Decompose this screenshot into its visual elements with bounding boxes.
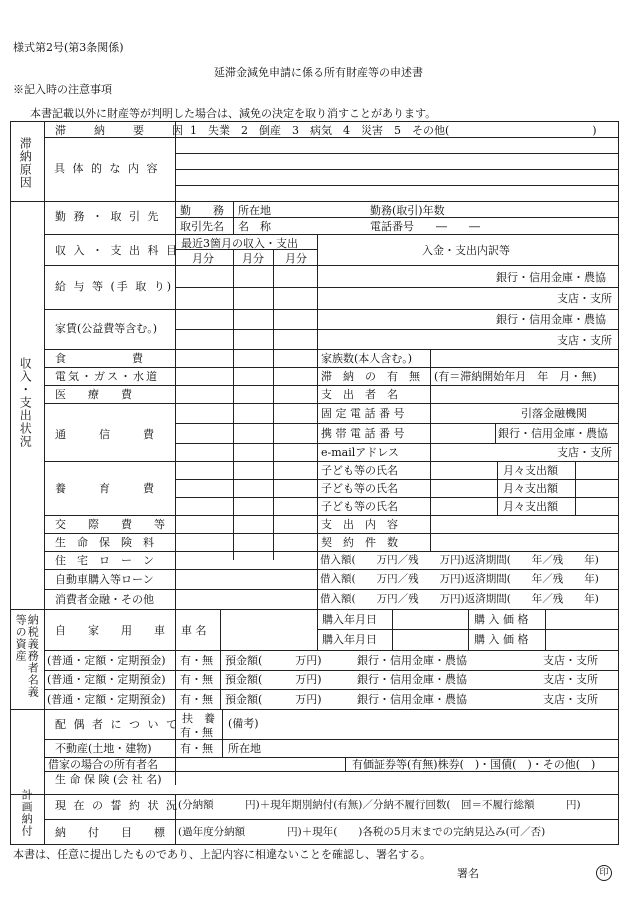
form-page: 様式第2号(第3条関係) 延滞金減免申請に係る所有財産等の申述書 ※記入時の注意事項 本書記載以外に財産等が判明した場合は、減免の決定を取り消すことがあります。 滞納原因 収入・支出状況 納税義務者名義等の資産 計画納付 滞 納 要 因 1 失業 2 倒産 3 病気 4 災害 5 その他( ) 具 体 的 な 内 容 勤 務 ・ 取 引 先 勤 務 取引先名 所在地 勤務(取引)年数 名 称 電話番号 ― ― 収 入 ・ 支 出 科 目 最近3箇月の収入・支出 月分 月分 月分 入金・支出内訳等 給 与 等 (手 取 り) 家賃(公益費等含む。) 食 費 電気・ガス・水道 医 療 費 通 信 費 養 育 費 交 際 費 等 生 命 保 険 料 住 宅 ロ ー ン 自動車購入等ローン 消費者金融・その他 銀行・信用金庫・農協 支店・支所 銀行・信用金庫・農協 支店・支所 家族数(本人含む。) 滞 納 の 有 無 (有＝滞納開始年月 年 月・無) 支 出 者 名 固 定 電 話 番 号 引落金融機関 携 帯 電 話 番 号 銀行・信用金庫・農協 e-mailアドレス 支店・支所 子ども等の氏名 月々支出額 子ども等の氏名 月々支出額 子ども等の氏名 月々支出額 支 出 内 容 契 約 件 数 借入額( 万円／残 万円)返済期間( 年／残 年) 借入額( 万円／残 万円)返済期間( 年／残 年) 借入額( 万円／残 万円)返済期間( 年／残 年) 自 家 用 車 車 名 購入年月日 購 入 価 格 購入年月日 購 入 価 格 (普通・定額・定期預金) 有・無 預金額( 万円) 銀行・信用金庫・農協 支店・支所 (普通・定額・定期預金) 有・無 預金額( 万円) 銀行・信用金庫・農協 支店・支所 (普通・定額・定期預金) 有・無 預金額( 万円) 銀行・信用金庫・農協 支店・支所 配 偶 者 に つ い て 扶 養 有・無 (備考) 不動産(土地・建物) 有・無 所在地 借家の場合の所有者名 有価証券等(有無)株券( )・国債( )・その他( ) 生 命 保 険 (会 社 名) 現 在 の 誓 約 状 況 (分納額 円)＋現年期別納付(有無)／分納不履行回数( 回＝不履行総額 円) 納 付 目 標 (過年度分納額 円)＋現年( )各税の5月末までの完納見込み(可／否) 本書は、任意に提出したものであり、上記内容に相違ないことを確認し、署名する。 署名 印 [0,0,630,915]
signature-label: 署名 [457,867,479,880]
plan-pledge-label: 現 在 の 誓 約 状 況 [55,799,179,812]
row-communication: 通 信 費 [55,428,154,441]
employment-label: 勤 務 ・ 取 引 先 [55,210,161,223]
notes-heading: ※記入時の注意事項 [13,83,112,96]
income-header-label: 収 入 ・ 支 出 科 目 [55,244,179,257]
row-rent: 家賃(公益費等含む。) [55,322,158,335]
form-title: 延滞金減免申請に係る所有財産等の申述書 [214,66,423,79]
notice-text: 本書記載以外に財産等が判明した場合は、減免の決定を取り消すことがあります。 [30,107,437,120]
row-car-loan: 自動車購入等ローン [55,573,154,586]
asset-car: 自 家 用 車 [55,624,165,637]
seal-mark: 印 [596,865,612,881]
row-food: 食 費 [55,352,143,365]
form-number: 様式第2号(第3条関係) [13,41,124,54]
row-insurance: 生 命 保 険 料 [55,536,154,549]
section-label-plan: 計画納付 [20,789,34,837]
row-social: 交 際 費 等 [55,518,165,531]
row-medical: 医 療 費 [55,388,132,401]
row-consumer-loan: 消費者金融・その他 [55,593,154,606]
section-label-cause: 滞納原因 [18,137,33,189]
plan-target-label: 納 付 目 標 [55,826,165,839]
footer-statement: 本書は、任意に提出したものであり、上記内容に相違ないことを確認し、署名する。 [13,848,431,861]
cause-detail-label: 具 体 的 な 内 容 [54,162,160,175]
section-divider [44,121,45,794]
row-utilities: 電気・ガス・水道 [55,370,159,383]
row-salary: 給 与 等 (手 取 り) [55,280,174,293]
spouse-label: 配 偶 者 に つ い て [55,718,179,731]
cause-options[interactable]: 1 失業 2 倒産 3 病気 4 災害 5 その他( ) [190,124,597,137]
row-housing-loan: 住 宅 ロ ー ン [55,554,154,567]
row-education: 養 育 費 [55,482,154,495]
section-label-income: 収入・支出状況 [18,357,33,448]
cause-label: 滞 納 要 因 [55,124,185,137]
section-label-assets: 納税義務者名義等の資産 [14,614,40,698]
